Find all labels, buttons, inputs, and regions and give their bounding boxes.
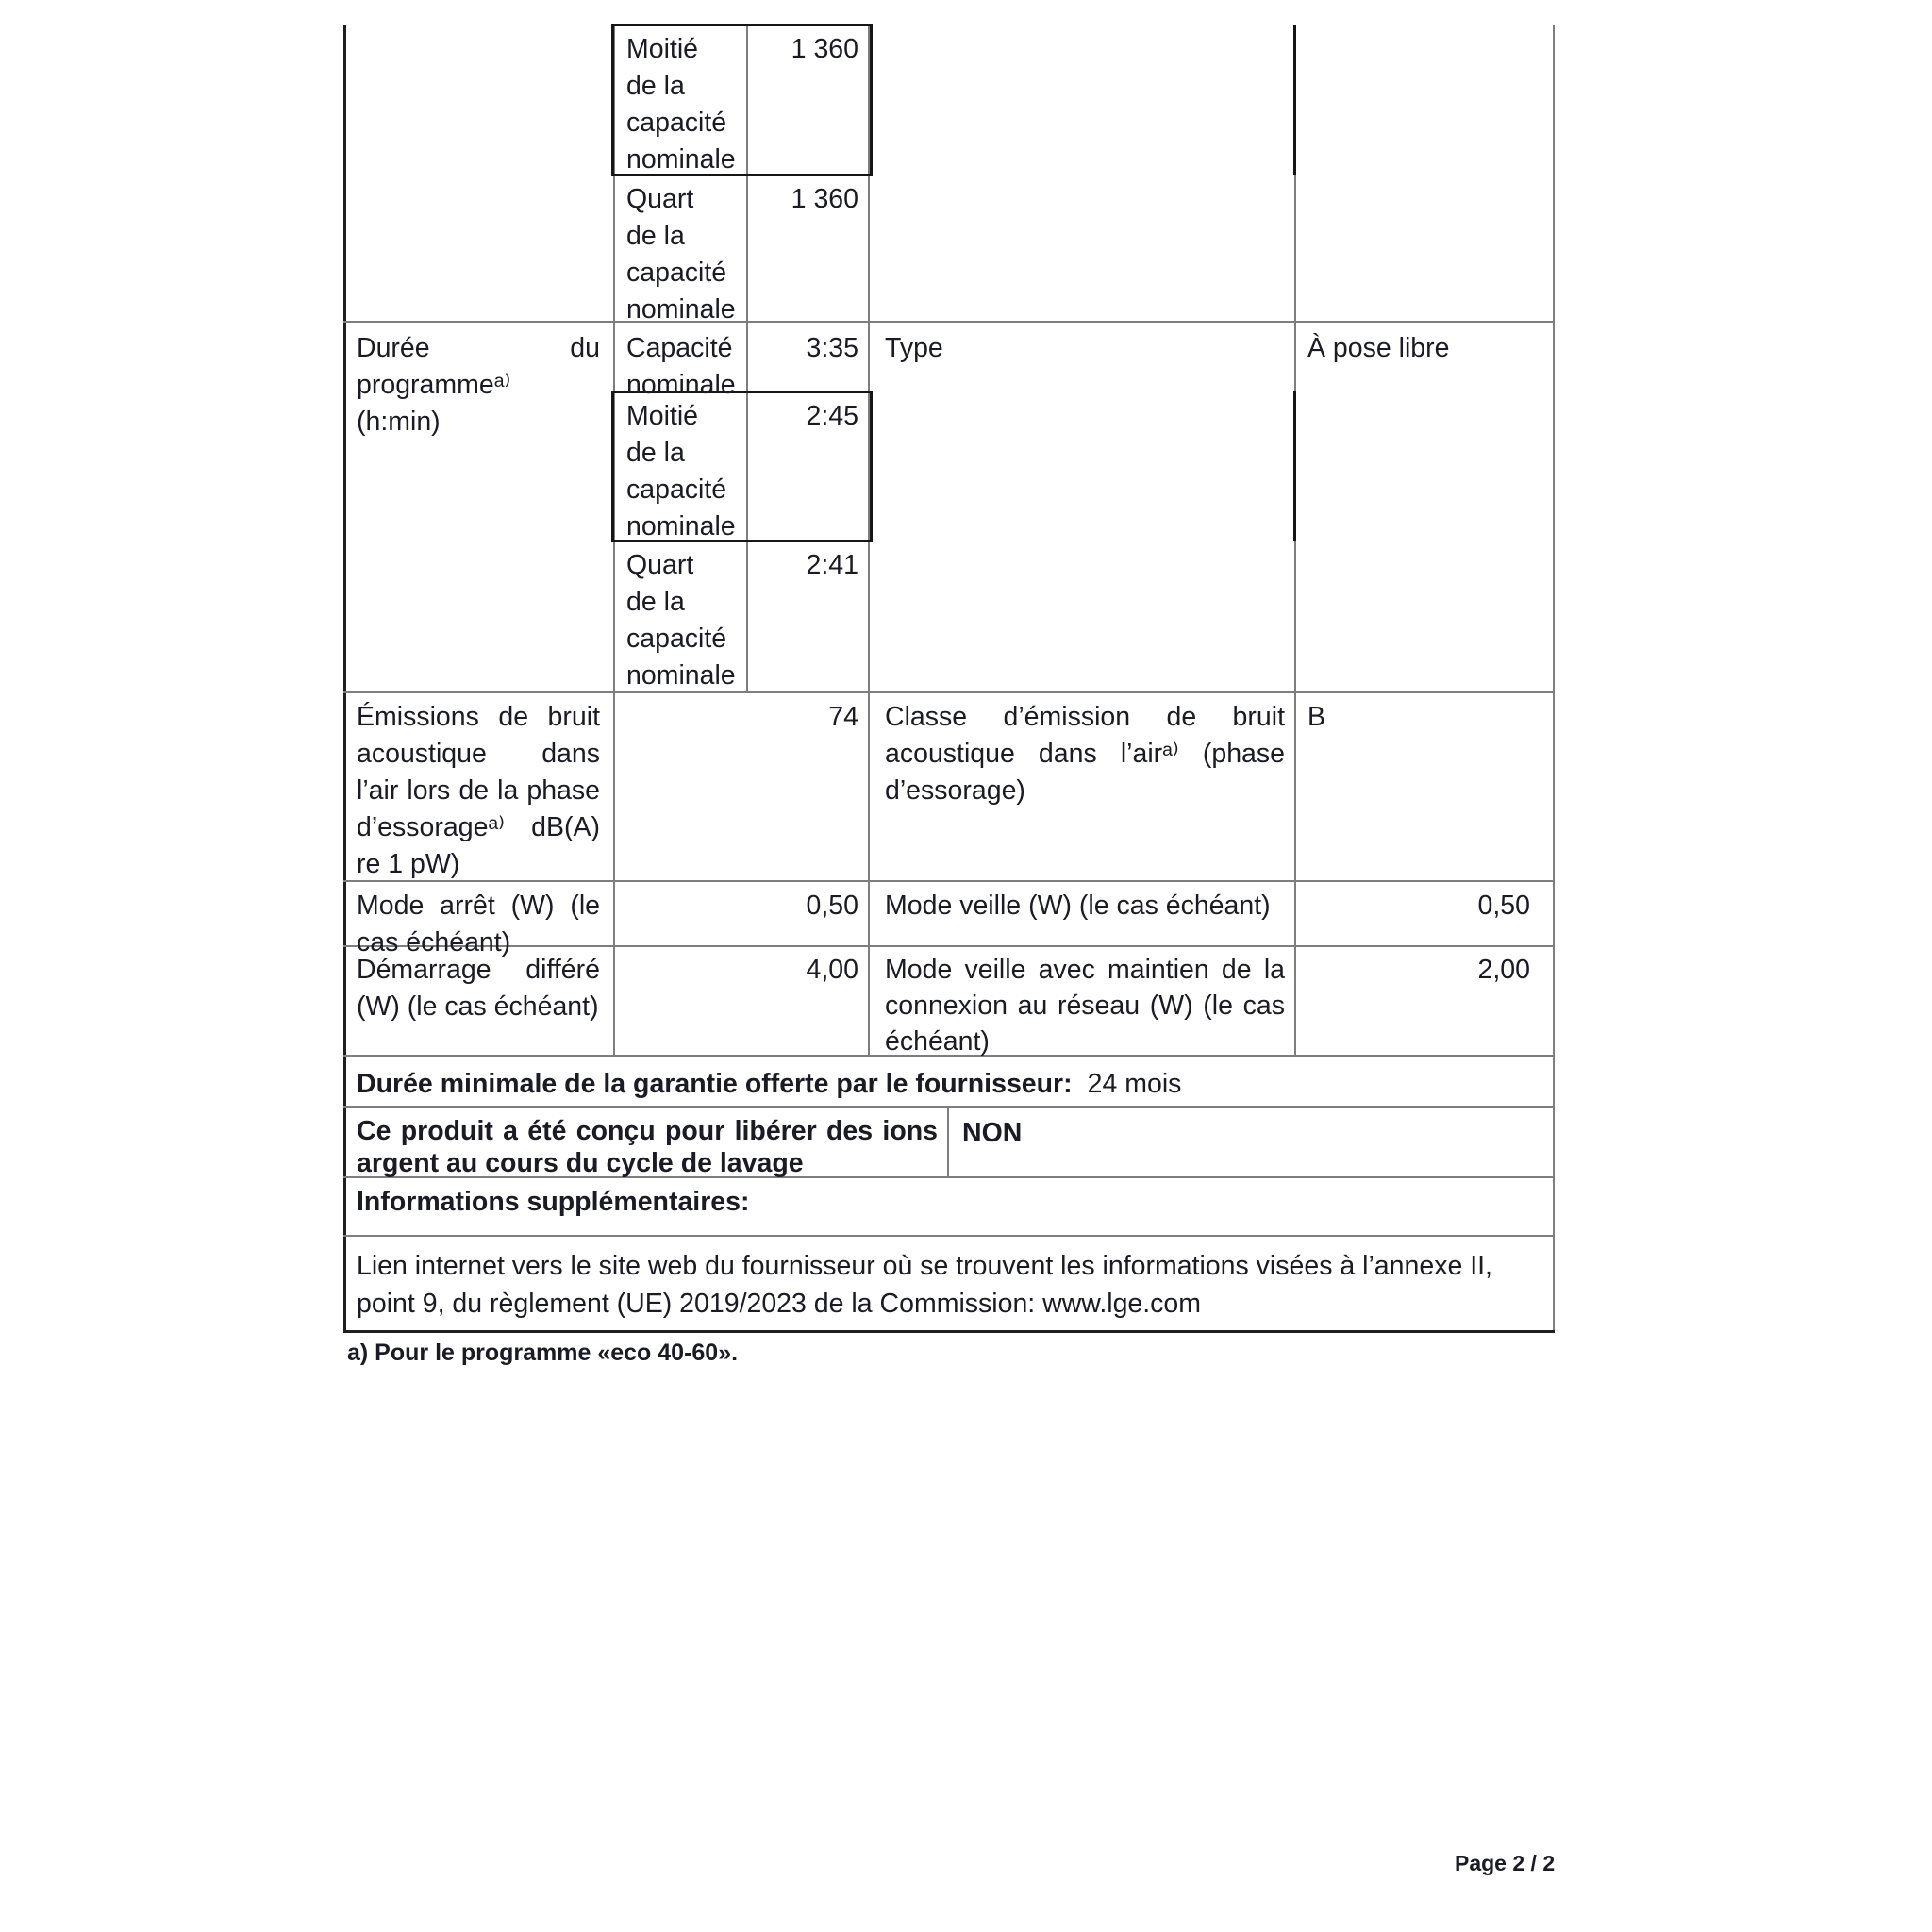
spin-half-label: Moitié de la capacité nominale: [626, 34, 736, 175]
spin-quarter-value: 1 360: [791, 184, 858, 214]
silver-ions-label: Ce produit a été conçu pour libérer des ions argent au cours du cycle de lavage: [357, 1116, 938, 1178]
networked-standby-value: 2,00: [1477, 955, 1530, 985]
duration-rated-value: 3:35: [806, 333, 858, 363]
networked-standby-label: Mode veille avec maintien de la connexion au réseau (W) (le cas échéant): [885, 955, 1285, 1057]
noise-emission-label: Émissions de bruit acoustique dans l’air lors de la phase d’essorageᵃ⁾ dB(A) re 1 pW): [357, 702, 600, 879]
standby-label: Mode veille (W) (le cas échéant): [885, 891, 1271, 921]
noise-emission-value: 74: [828, 702, 858, 732]
page-number: Page 2 / 2: [1455, 1851, 1556, 1875]
table-border: [343, 1106, 1555, 1108]
table-border: [947, 1107, 949, 1177]
noise-class-label: Classe d’émission de bruit acoustique dans l’airᵃ⁾ (phase d’essorage): [885, 702, 1285, 806]
table-border: [343, 691, 1555, 693]
duration-rated-label: Capacité nominale: [626, 333, 736, 400]
table-border: [1294, 25, 1296, 1056]
delayed-start-label: Démarrage différé (W) (le cas échéant): [357, 955, 600, 1022]
warranty-row: [357, 1066, 1543, 1103]
table-border-left: [343, 25, 346, 1333]
supplier-link-text: Lien internet vers le site web du fournisseur où se trouvent les informations visées à l’annexe II, point 9, du règlement (UE) 2019/2023 de la Commission: www.lge.com: [357, 1251, 1492, 1319]
off-mode-value: 0,50: [806, 891, 858, 921]
noise-class-value: B: [1307, 702, 1326, 732]
additional-info-label: Informations supplémentaires:: [357, 1187, 750, 1217]
highlight-border-segment: [1293, 391, 1296, 541]
type-value: À pose libre: [1307, 333, 1450, 363]
highlight-border-segment: [1293, 25, 1296, 175]
off-mode-label: Mode arrêt (W) (le cas échéant): [357, 891, 600, 958]
spin-quarter-label: Quart de la capacité nominale: [626, 184, 736, 325]
table-border: [343, 1235, 1555, 1237]
silver-ions-value: NON: [962, 1118, 1023, 1148]
footnote: a) Pour le programme «eco 40-60».: [347, 1340, 739, 1366]
duration-quarter-label: Quart de la capacité nominale: [626, 550, 736, 691]
warranty-value: 24 mois: [1087, 1069, 1182, 1099]
duration-half-label: Moitié de la capacité nominale: [626, 401, 736, 541]
table-border-right: [1553, 25, 1555, 1333]
table-border: [343, 321, 1555, 323]
warranty-label: Durée minimale de la garantie offerte par le fournisseur:: [357, 1069, 1073, 1099]
type-label: Type: [885, 333, 943, 363]
spin-half-value: 1 360: [791, 34, 858, 64]
table-border-bottom: [343, 1330, 1555, 1333]
standby-value: 0,50: [1477, 891, 1530, 921]
delayed-start-value: 4,00: [806, 955, 858, 985]
duration-half-value: 2:45: [806, 401, 858, 431]
programme-duration-label: Durée du programmeᵃ⁾ (h:min): [357, 333, 600, 437]
duration-quarter-value: 2:41: [806, 550, 858, 580]
